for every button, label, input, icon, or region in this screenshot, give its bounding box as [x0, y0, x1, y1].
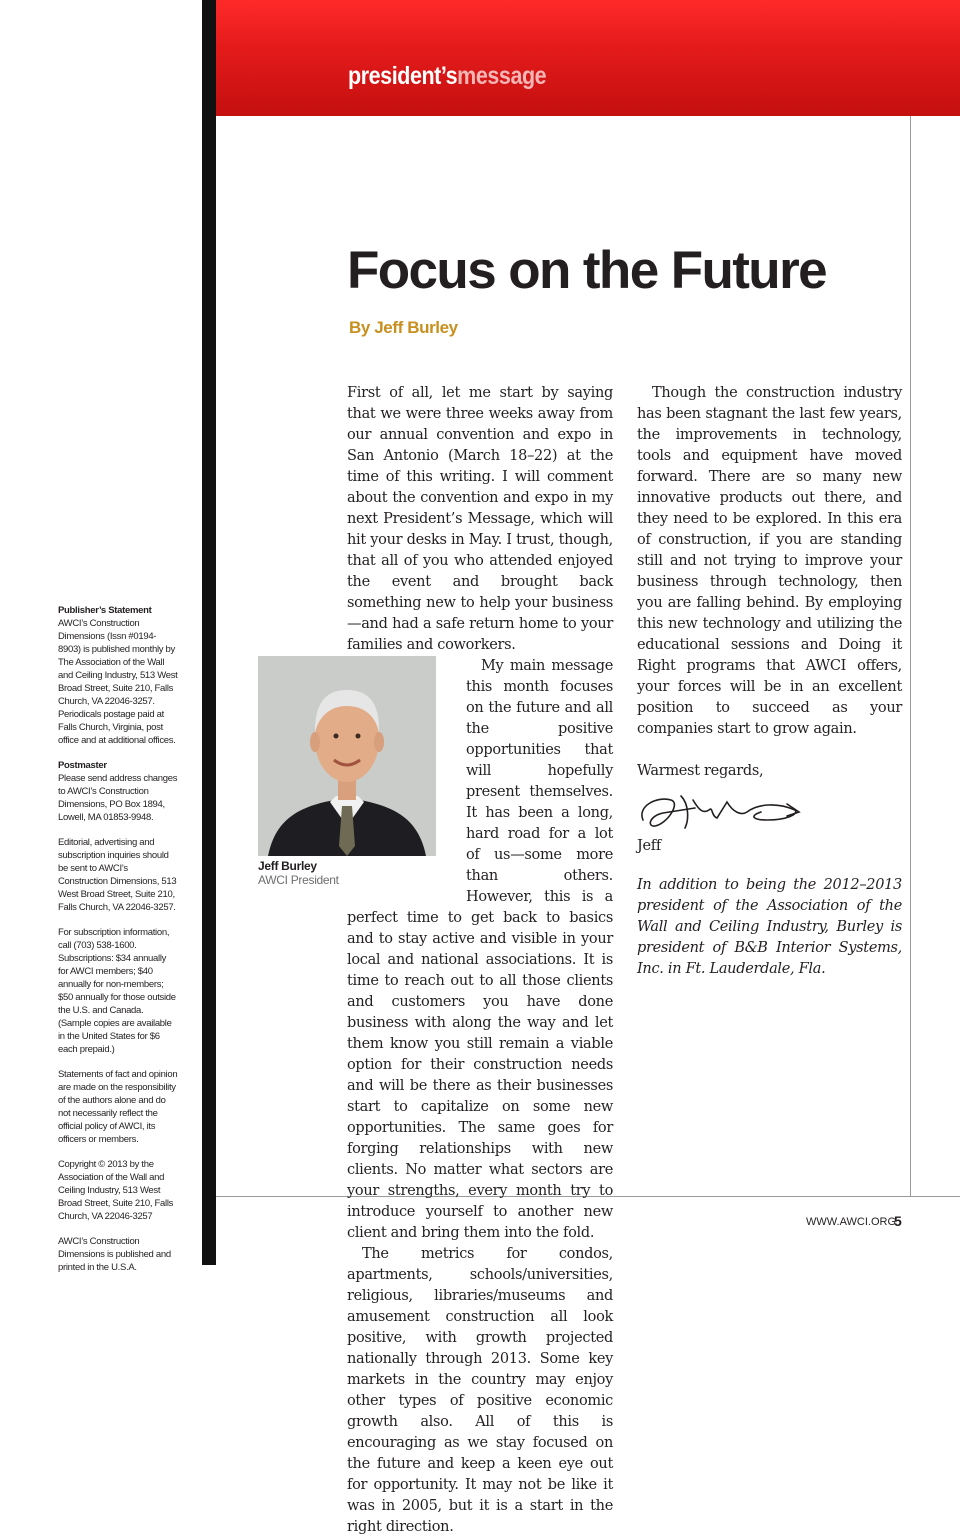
footer-url: WWW.AWCI.ORG	[806, 1216, 897, 1228]
article-byline: By Jeff Burley	[349, 318, 458, 337]
printed-notice: AWCI’s Construction Dimensions is published and printed in the U.S.A.	[58, 1236, 171, 1273]
signature-illustration	[637, 786, 807, 836]
author-portrait-illustration	[258, 656, 436, 856]
copyright-notice: Copyright © 2013 by the Association of the Wall and Ceiling Industry, 513 West Broad Street, Suite 210, Falls Church, VA 22046-3257	[58, 1159, 174, 1222]
postmaster-text: Please send address changes to AWCI’s Construction Dimensions, PO Box 1894, Lowell, MA 01853-9948.	[58, 773, 178, 823]
publisher-statement	[58, 604, 178, 747]
black-side-bar	[202, 0, 216, 1265]
editorial-inquiries: Editorial, advertising and subscription inquiries should be sent to AWCI’s Construction Dimensions, 513 West Broad Street, Suite 210, Falls Church, VA 22046-3257.	[58, 837, 177, 913]
photo-caption-role: AWCI President	[258, 873, 339, 887]
author-bio: In addition to being the 2012–2013 president of the Association of the Wall and Ceiling Industry, Burley is president of B&B Interior Systems, Inc. in Ft. Lauderdale, Fla.	[637, 877, 902, 977]
section-label-word2: message	[457, 62, 547, 90]
closing-line: Warmest regards,	[637, 763, 764, 779]
photo-caption-name: Jeff Burley	[258, 859, 317, 873]
section-label-word1: president’s	[348, 62, 458, 90]
postmaster-heading: Postmaster	[58, 760, 107, 771]
publisher-sidebar	[58, 604, 178, 1286]
right-rule	[910, 116, 911, 1196]
section-header-band	[216, 0, 960, 116]
publisher-statement-text: AWCI’s Construction Dimensions (Issn #0194-8903) is published monthly by The Association of the Wall and Ceiling Industry, 513 West Broad Street, Suite 210, Falls Church, VA 22046-3257. Periodicals postage paid at Falls Church, Virginia, post office and at additional offices.	[58, 618, 178, 746]
article-paragraph-3: The metrics for condos, apartments, schools/universities, religious, libraries/museums and amusement construction all look positive, with growth projected nationally through 2013. Some key markets in the country may enjoy other types of positive economic growth also. All of this is encouraging as we stay focused on the future and keep a keen eye out for opportunity. It may not be like it was in 2005, but it is a start in the right direction.	[347, 1246, 613, 1535]
article-column-1	[258, 383, 613, 1535]
postmaster-block	[58, 759, 178, 824]
author-photo	[258, 656, 436, 856]
article-column-2	[637, 383, 902, 980]
section-label	[348, 62, 546, 91]
signoff-name: Jeff	[637, 838, 661, 854]
article-paragraph-4: Though the construction industry has been stagnant the last few years, the improvements in technology, tools and equipment have moved forward. There are so many new innovative products out there, and they need to be explored. In this era of construction, if you are standing still and not trying to improve your business through technology, then you are falling behind. By employing this new technology and utilizing the educational sessions and Doing it Right programs that AWCI offers, your forces will be in an excellent position to succeed as your companies start to grow again.	[637, 385, 902, 737]
author-photo-block	[258, 656, 454, 905]
opinion-disclaimer: Statements of fact and opinion are made on the responsibility of the authors alone and do not necessarily reflect the official policy of AWCI, its officers or members.	[58, 1069, 178, 1145]
publisher-statement-heading: Publisher’s Statement	[58, 605, 152, 616]
article-paragraph-2: My main message this month focuses on the future and all the positive opportunities that will hopefully present themselves. It has been a long, hard road for a lot of us—some more than others. However, this is a perfect time to get back to basics and to stay active and visible in your local and national associations. It is time to reach out to all those clients and customers you have done business with along the way and let them know you still remain a viable option for their construction needs and will be there as their businesses start to capitalize on some new opportunities. The same goes for forging relationships with new clients. No matter what sectors are your strengths, every month try to introduce yourself to another new client and bring them into the fold.	[347, 658, 613, 1241]
subscription-info: For subscription information, call (703) 538-1600. Subscriptions: $34 annually for AWCI members; $40 annually for non-members; $50 annually for those outside the U.S. and Canada. (Sample copies are available in the United States for $6 each prepaid.)	[58, 927, 176, 1055]
article-title: Focus on the Future	[347, 241, 826, 300]
page-number: 5	[894, 1213, 902, 1229]
article-paragraph-1: First of all, let me start by saying that we were three weeks away from our annual convention and expo in San Antonio (March 18–22) at the time of this writing. I will comment about the convention and expo in my next President’s Message, which will hit your desks in May. I trust, though, that all of you who attended enjoyed the event and brought back something new to help your business—and had a safe return home to your families and coworkers.	[347, 385, 613, 653]
